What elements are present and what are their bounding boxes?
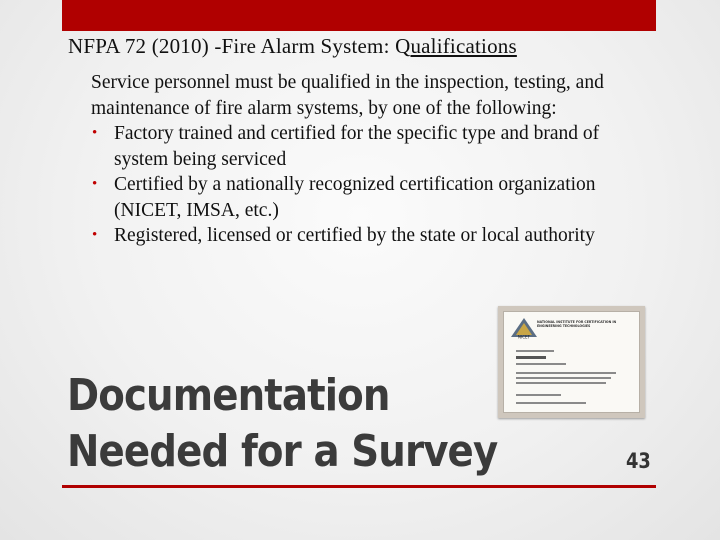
nicet-seal-text: NICET xyxy=(518,334,530,339)
slide-title xyxy=(67,368,497,480)
slide-heading xyxy=(68,34,517,59)
certificate-header: NATIONAL INSTITUTE FOR CERTIFICATION IN ENGINEERING TECHNOLOGIES xyxy=(537,320,617,328)
title-line-1: Documentation xyxy=(67,370,390,421)
certificate-line xyxy=(516,350,554,352)
body-text xyxy=(91,70,651,249)
nicet-logo-icon xyxy=(509,317,539,339)
certificate-line xyxy=(516,382,606,384)
bullet-text: Factory trained and certified for the specific type and brand of system being serviced xyxy=(114,123,600,170)
bullet-text: Registered, licensed or certified by the state or local authority xyxy=(114,225,595,246)
bullet-icon: • xyxy=(92,227,98,243)
bullet-icon: • xyxy=(92,125,98,141)
certificate-signature-line xyxy=(516,394,561,396)
heading-underlined: ualifications xyxy=(410,34,517,58)
intro-paragraph: Service personnel must be qualified in the inspection, testing, and maintenance of fire alarm systems, by one of the following: xyxy=(91,72,604,119)
top-accent-bar xyxy=(62,0,656,31)
certificate-line xyxy=(516,363,566,365)
certificate-name-line xyxy=(516,356,546,359)
certificate-paper xyxy=(503,311,640,413)
bottom-accent-rule xyxy=(62,485,656,488)
bullet-list xyxy=(91,121,651,249)
title-line-2: Needed for a Survey xyxy=(67,426,498,477)
certificate-line xyxy=(516,377,611,379)
bullet-item xyxy=(91,121,651,172)
bullet-item xyxy=(91,223,651,249)
certificate-line xyxy=(516,372,616,374)
bullet-text: Certified by a nationally recognized certification organization (NICET, IMSA, etc.) xyxy=(114,174,596,221)
bullet-item xyxy=(91,172,651,223)
bullet-icon: • xyxy=(92,176,98,192)
heading-prefix: NFPA 72 (2010) -Fire Alarm System: Q xyxy=(68,34,411,58)
certificate-image xyxy=(498,306,645,418)
page-number: 43 xyxy=(626,449,651,473)
certificate-line xyxy=(516,402,586,404)
